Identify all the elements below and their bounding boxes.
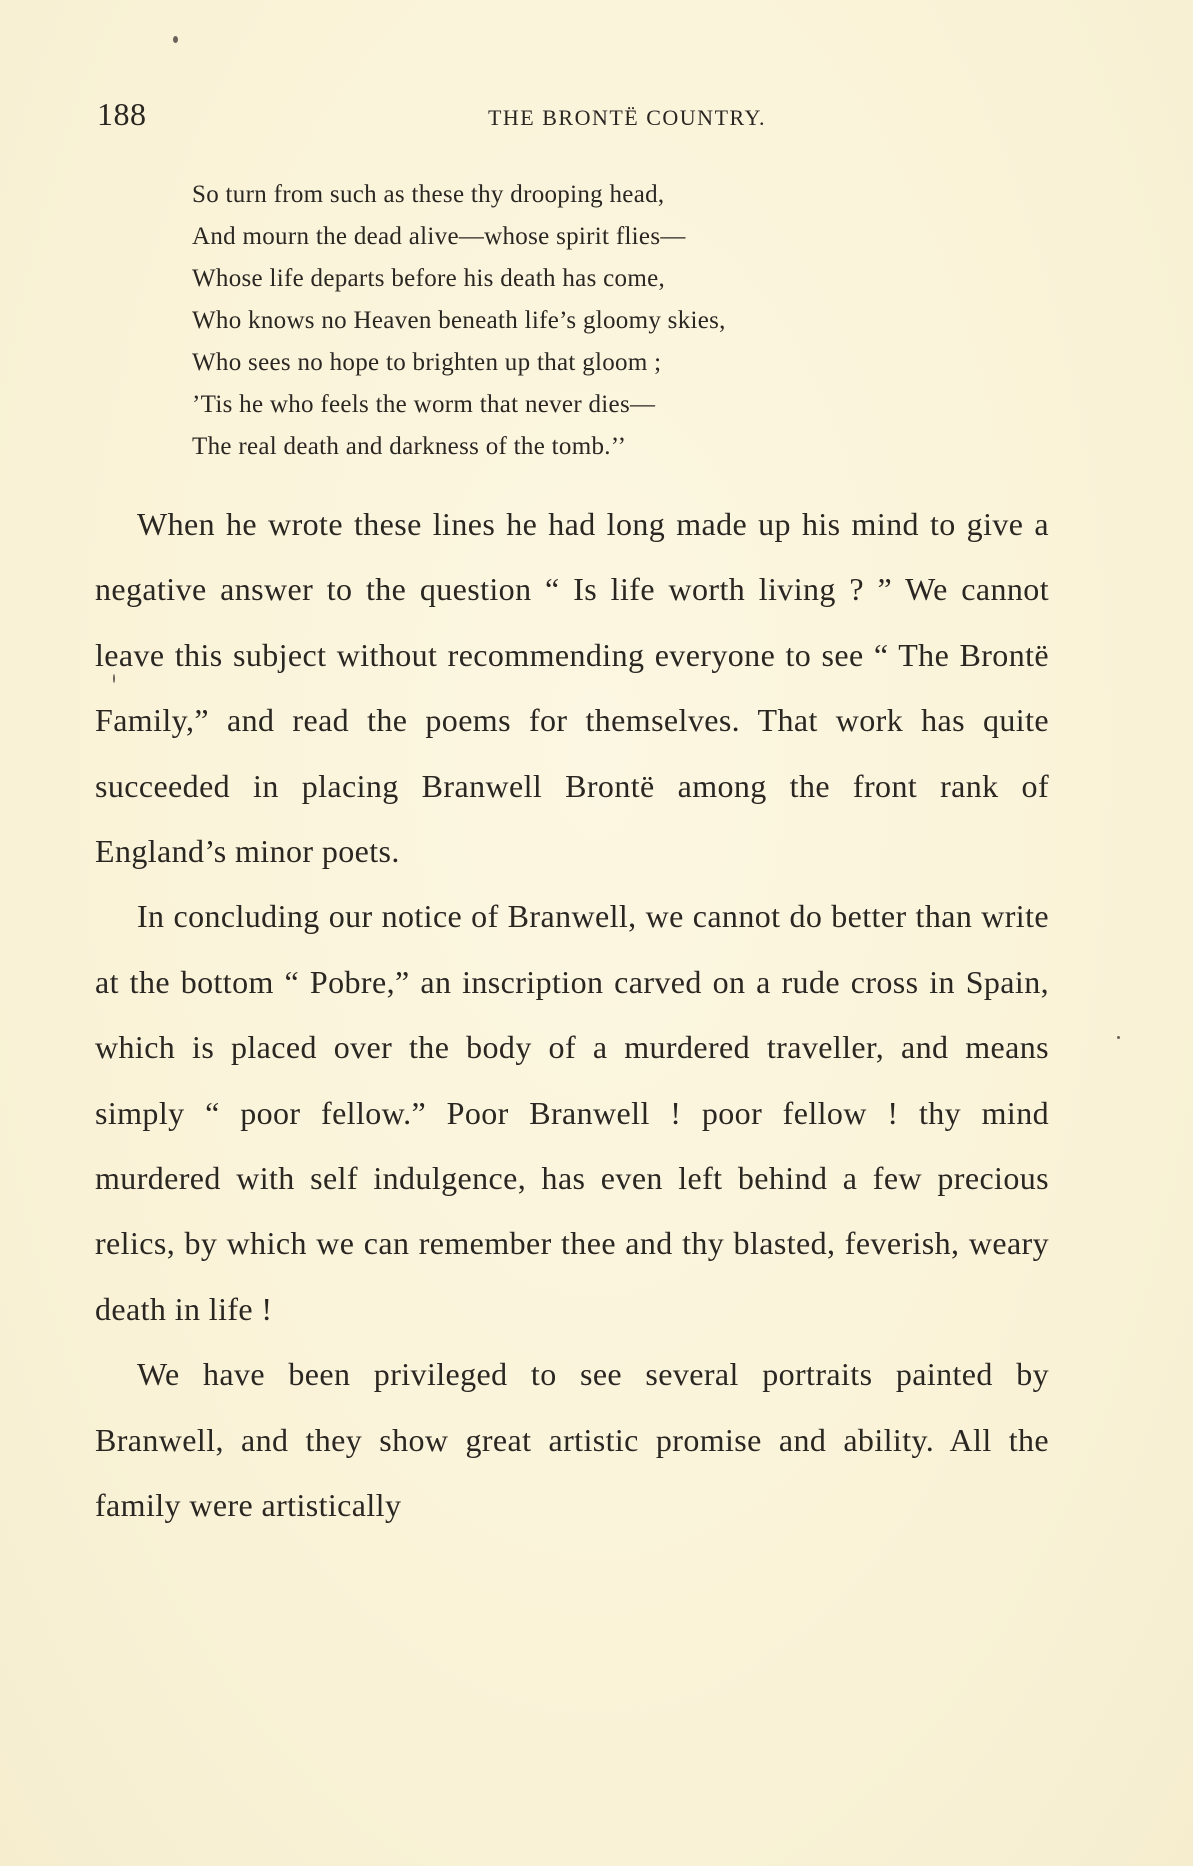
running-head: THE BRONTË COUNTRY. <box>487 105 767 130</box>
page-header <box>97 96 1057 136</box>
poem-stanza <box>192 174 726 468</box>
paragraph: We have been privileged to see several portraits painted by Branwell, and they show great artistic promise and ability. All the family were artistically <box>95 1356 1049 1524</box>
poem-line: Who knows no Heaven beneath life’s gloomy skies, <box>192 307 726 334</box>
body-text <box>95 492 1049 1539</box>
page-number: 188 <box>97 96 147 132</box>
paragraph: When he wrote these lines he had long made up his mind to give a negative answer to the question “ Is life worth living ? ” We cannot leave this subject without recommending everyone to see “ The Brontë Family,” and read the poems for themselves. That work has quite succeeded in placing Branwell Brontë among the front rank of England’s minor poets. <box>95 506 1049 870</box>
poem-line: So turn from such as these thy drooping head, <box>192 181 665 208</box>
poem-line: Whose life departs before his death has come, <box>192 265 666 292</box>
ink-speck <box>173 36 178 43</box>
poem-line: The real death and darkness of the tomb.’’ <box>192 433 627 460</box>
poem-line: And mourn the dead alive—whose spirit flies— <box>192 223 686 250</box>
ink-speck <box>1117 1036 1120 1039</box>
poem-line: ’Tis he who feels the worm that never dies— <box>192 391 656 418</box>
poem-line: Who sees no hope to brighten up that gloom ; <box>192 349 662 376</box>
paragraph: In concluding our notice of Branwell, we cannot do better than write at the bottom “ Pobre,” an inscription carved on a rude cross in Spain, which is placed over the body of a murdered traveller, and means simply “ poor fellow.” Poor Branwell ! poor fellow ! thy mind murdered with self indulgence, has even left behind a few precious relics, by which we can remember thee and thy blasted, feverish, weary death in life ! <box>95 898 1049 1327</box>
